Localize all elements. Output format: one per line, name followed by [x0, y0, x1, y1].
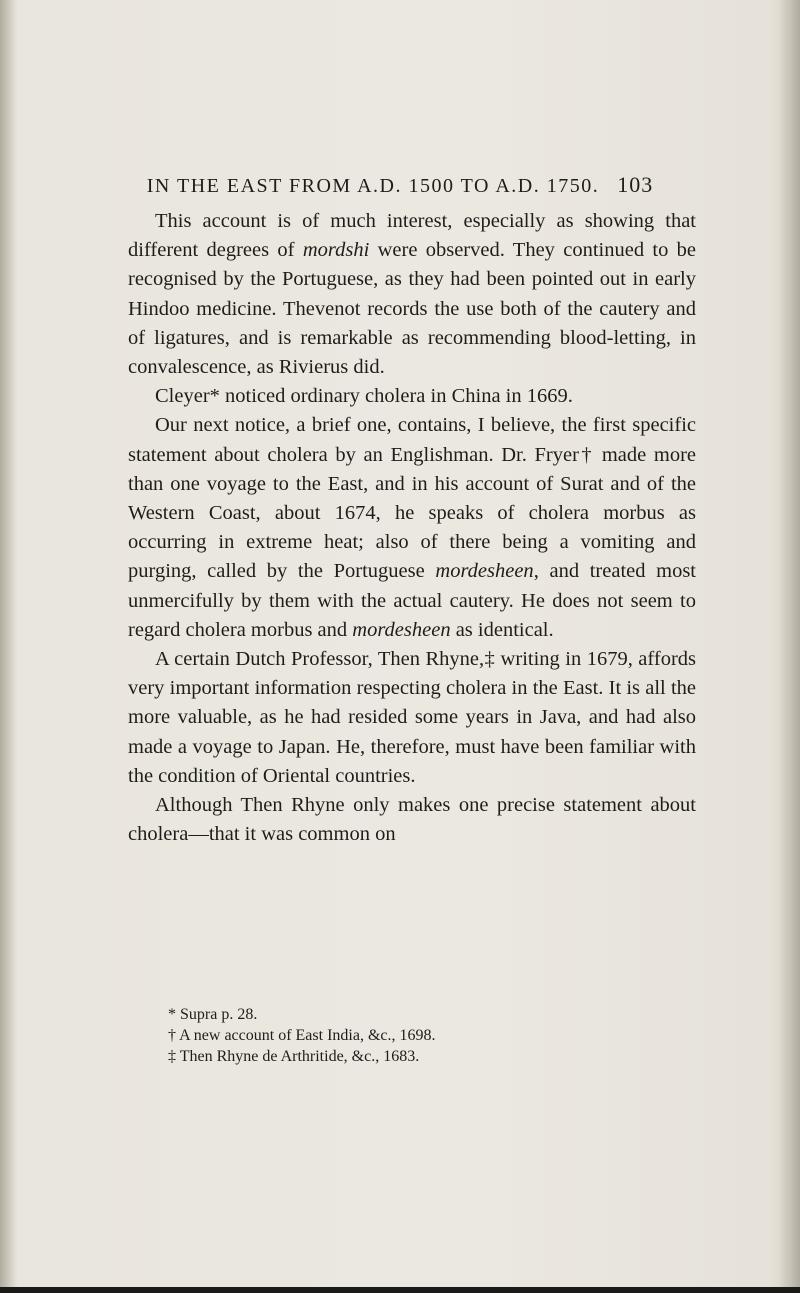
paragraph-3: [128, 411, 696, 645]
footnote-3: ‡ Then Rhyne de Arthritide, &c., 1683.: [168, 1048, 420, 1065]
scan-bottom-border: [0, 1287, 800, 1293]
running-head: [60, 172, 740, 198]
paragraph-1-part-2: were observed. They continued to be recognised by the Portuguese, as they had been pointed out in early Hindoo medicine. Thevenot records the use both of the cautery and of ligatures, and is remarkable as recommending blood-letting, in convalescence, as Rivierus did.: [128, 239, 696, 379]
paragraph-5: Although Then Rhyne only makes one precise statement about cholera—that it was common on: [128, 794, 696, 846]
page-left-edge-shadow: [0, 0, 18, 1293]
paragraph-3-part-2: , and treated most unmercifully by them with the actual cautery. He does not seem to regard cholera morbus and: [128, 560, 697, 641]
footnote-1: * Supra p. 28.: [168, 1006, 258, 1023]
paragraph-2: Cleyer* noticed ordinary cholera in China in 1669.: [155, 385, 573, 408]
paragraph-4: A certain Dutch Professor, Then Rhyne,‡ writing in 1679, affords very important information respecting cholera in the East. It is all the more valuable, as he had resided some years in Java, and had also made a voyage to Japan. He, therefore, must have been familiar with the condition of Oriental countries.: [128, 648, 696, 787]
paragraph-3-part-3: as identical.: [450, 618, 554, 641]
paragraph-1: [128, 207, 696, 382]
term-mordesheen-1: mordesheen: [435, 560, 534, 583]
running-head-title: IN THE EAST FROM A.D. 1500 TO A.D. 1750.: [146, 175, 600, 197]
term-mordesheen-2: mordesheen: [352, 618, 451, 641]
footnote-2: † A new account of East India, &c., 1698.: [168, 1027, 436, 1044]
page-number: 103: [617, 172, 654, 197]
paragraph-3-part-1: Our next notice, a brief one, contains, I believe, the first specific statement about cholera by an Englishman. Dr. Fryer† made more than one voyage to the East, and in his account of Surat and of the Western Coast, about 1674, he speaks of cholera morbus as occurring in extreme heat; also of there being a vomiting and purging, called by the Portuguese: [128, 414, 696, 583]
page-right-edge-shadow: [778, 0, 800, 1293]
paragraph-1-part-1: This account is of much interest, especially as showing that different degrees of: [128, 210, 696, 262]
body-text: [128, 207, 696, 849]
term-mordshi: mordshi: [302, 239, 370, 262]
footnotes: [140, 1004, 680, 1067]
